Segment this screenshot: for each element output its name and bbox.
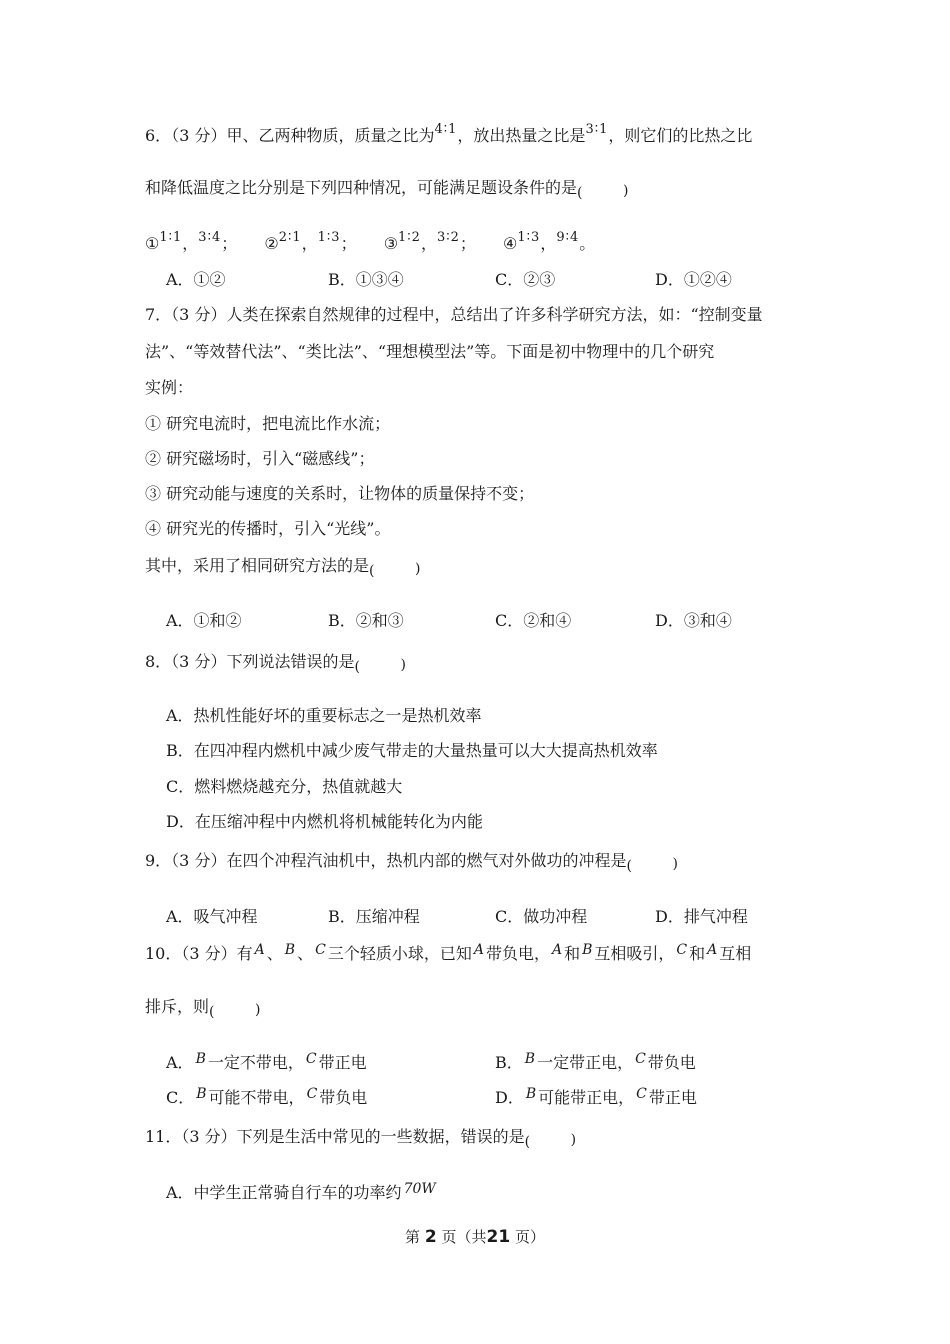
- q7-option-a: A．①和②: [166, 611, 242, 630]
- q7-stem: 其中，采用了相同研究方法的是 ( ): [145, 556, 421, 579]
- q10-line2: 排斥，则 ( ): [145, 997, 261, 1020]
- q7-line3: 实例：: [145, 378, 194, 397]
- q6-cases: [145, 230, 596, 256]
- q10-option-b: B． B 一定带正电， C 带负电: [495, 1051, 696, 1072]
- total-pages: 21: [486, 1227, 511, 1247]
- q9-option-d: D．排气冲程: [655, 907, 748, 926]
- q6-mass-ratio: 4∶1: [434, 122, 458, 137]
- q9-option-a: A．吸气冲程: [166, 907, 258, 926]
- q10-line1: 10．（3 分）有 A 、 B 、 C 三个轻质小球，已知 A 带负电， A 和 B 互相吸引， C 和 A 互相: [145, 942, 752, 963]
- page-footer: 第 2 页（共21 页）: [405, 1227, 545, 1247]
- q6-line2: 和降低温度之比分别是下列四种情况，可能满足题设条件的是 ( ): [145, 178, 629, 201]
- q6-option-b: B．①③④: [328, 270, 404, 289]
- q8-option-a: A．热机性能好坏的重要标志之一是热机效率: [166, 706, 482, 725]
- q7-option-d: D．③和④: [655, 611, 732, 630]
- q10-option-d: D． B 可能带正电， C 带正电: [495, 1086, 697, 1107]
- q7-line2: 法”、“等效替代法”、“类比法”、“理想模型法”等。下面是初中物理中的几个研究: [145, 342, 715, 361]
- q9-option-c: C．做功冲程: [495, 907, 588, 926]
- q8-stem: 8．（3 分）下列说法错误的是 ( ): [145, 652, 406, 675]
- q6-option-c: C．②③: [495, 270, 556, 289]
- page-number: 2: [424, 1227, 437, 1247]
- q10-option-c: C． B 可能不带电， C 带负电: [166, 1086, 368, 1107]
- q6-option-d: D．①②④: [655, 270, 732, 289]
- q7-option-c: C．②和④: [495, 611, 572, 630]
- q10-option-a: A． B 一定不带电， C 带正电: [166, 1051, 367, 1072]
- q9-option-b: B．压缩冲程: [328, 907, 420, 926]
- q7-item-4: ④ 研究光的传播时，引入“光线”。: [145, 519, 391, 538]
- q6-line1: 6．（3 分）甲、乙两种物质，质量之比为$^{4∶1}$，放出热量之比是$^{3∶1}$，则它们的比热之比: [145, 122, 753, 145]
- q7-item-2: ② 研究磁场时，引入“磁感线”；: [145, 449, 375, 468]
- q6-heat-ratio: 3∶1: [585, 122, 609, 137]
- q11-option-a: A．中学生正常骑自行车的功率约 70W: [166, 1181, 436, 1202]
- q8-option-d: D．在压缩冲程中内燃机将机械能转化为内能: [166, 812, 483, 831]
- q8-option-c: C．燃料燃烧越充分，热值就越大: [166, 777, 403, 796]
- q6-case-3: ③$^{1∶2}$，$^{3∶2}$；: [383, 230, 476, 253]
- q8-option-b: B．在四冲程内燃机中减少废气带走的大量热量可以大大提高热机效率: [166, 741, 658, 760]
- q7-item-1: ① 研究电流时，把电流比作水流；: [145, 414, 391, 433]
- q11-stem: 11．（3 分）下列是生活中常见的一些数据，错误的是 ( ): [145, 1127, 577, 1150]
- q7-option-b: B．②和③: [328, 611, 404, 630]
- q6-case-2: ②$^{2∶1}$，$^{1∶3}$；: [264, 230, 357, 253]
- q6-case-1: ①$^{1∶1}$，$^{3∶4}$；: [145, 230, 238, 253]
- q9-stem: 9．（3 分）在四个冲程汽油机中，热机内部的燃气对外做功的冲程是 ( ): [145, 851, 678, 874]
- q6-option-a: A．①②: [166, 270, 226, 289]
- q7-line1: 7．（3 分）人类在探索自然规律的过程中，总结出了许多科学研究方法，如：“控制变量: [145, 305, 763, 324]
- q6-case-4: ④$^{1∶3}$，$^{9∶4}$。: [503, 230, 596, 253]
- q7-item-3: ③ 研究动能与速度的关系时，让物体的质量保持不变；: [145, 484, 535, 503]
